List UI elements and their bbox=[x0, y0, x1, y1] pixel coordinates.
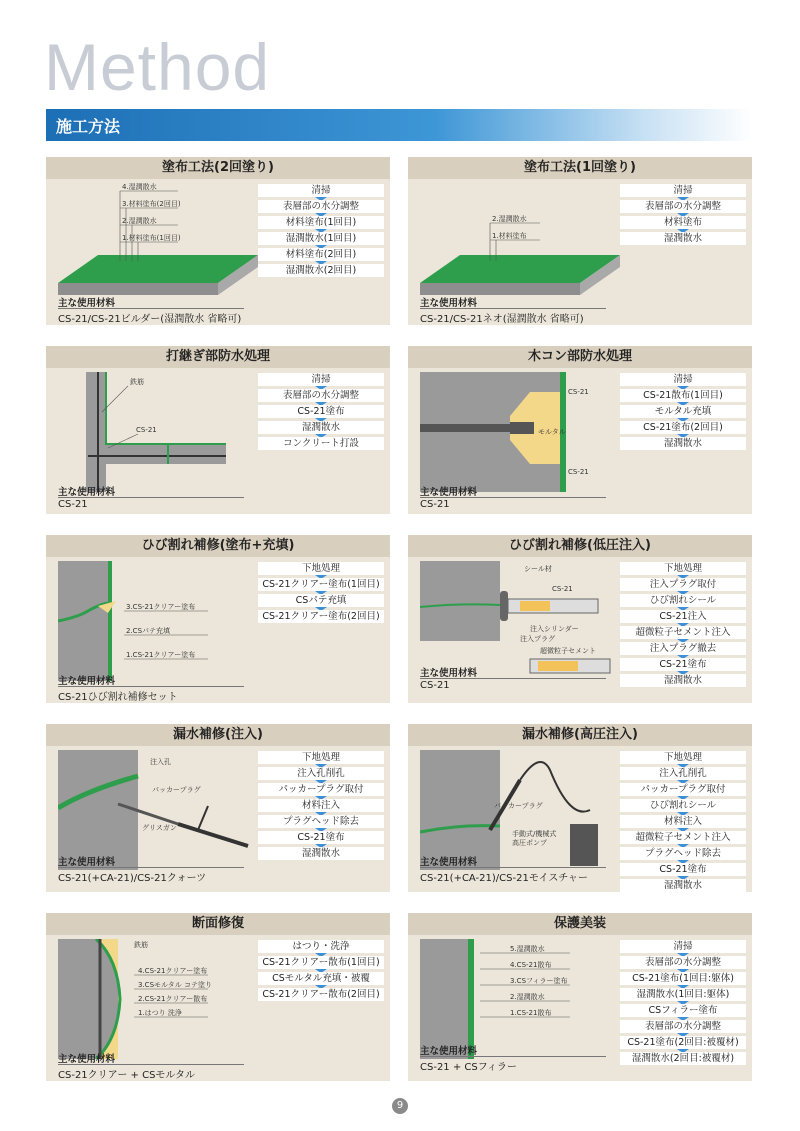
materials-divider bbox=[58, 308, 244, 309]
diagram-label: 3.CSモルタル コテ塗り bbox=[138, 981, 212, 989]
process-step: ひび割れシール bbox=[620, 799, 746, 812]
process-step: 湿潤散水 bbox=[620, 232, 746, 245]
process-step: 注入孔削孔 bbox=[258, 767, 384, 780]
diagram-label: 鉄筋 bbox=[130, 378, 144, 386]
method-diagram bbox=[58, 372, 258, 492]
diagram-label: グリスガン bbox=[142, 824, 177, 832]
panel-title: 断面修復 bbox=[46, 913, 390, 935]
method-diagram bbox=[420, 561, 620, 681]
diagram-label: 2.CSパテ充填 bbox=[126, 627, 171, 635]
process-step: CS-21塗布 bbox=[258, 831, 384, 844]
process-step: 表層部の水分調整 bbox=[620, 956, 746, 969]
process-step: パッカープラグ取付 bbox=[258, 783, 384, 796]
diagram-label: 1.はつり 洗浄 bbox=[138, 1009, 182, 1017]
method-diagram bbox=[58, 939, 258, 1059]
process-step: 下地処理 bbox=[620, 562, 746, 575]
materials-label: 主な使用材料 bbox=[58, 487, 116, 498]
method-panel bbox=[46, 913, 390, 1081]
process-step: 湿潤散水 bbox=[620, 437, 746, 450]
process-step: 注入プラグ撤去 bbox=[620, 642, 746, 655]
process-step: CS-21塗布 bbox=[620, 863, 746, 876]
process-step: 下地処理 bbox=[258, 751, 384, 764]
process-step: 超微粒子セメント注入 bbox=[620, 626, 746, 639]
materials-divider bbox=[420, 1056, 606, 1057]
materials-value: CS-21 bbox=[420, 499, 450, 510]
diagram-label: 5.湿潤散水 bbox=[510, 945, 545, 953]
materials-value: CS-21/CS-21ビルダー(湿潤散水 省略可) bbox=[58, 314, 242, 325]
panel-title: ひび割れ補修(塗布+充填) bbox=[46, 535, 390, 557]
process-step: 清掃 bbox=[258, 184, 384, 197]
process-step: CS-21塗布(2回目) bbox=[620, 421, 746, 434]
process-step: 表層部の水分調整 bbox=[620, 1020, 746, 1033]
diagram-label: モルタル bbox=[538, 428, 566, 436]
process-step: モルタル充填 bbox=[620, 405, 746, 418]
method-panel bbox=[408, 724, 752, 892]
diagram-label: CS-21 bbox=[136, 426, 157, 434]
materials-label: 主な使用材料 bbox=[420, 857, 478, 868]
process-step: 清掃 bbox=[620, 940, 746, 953]
materials-label: 主な使用材料 bbox=[420, 668, 478, 679]
materials-value: CS-21(+CA-21)/CS-21クォーツ bbox=[58, 873, 207, 884]
process-step: CS-21注入 bbox=[620, 610, 746, 623]
process-step: CSパテ充填 bbox=[258, 594, 384, 607]
materials-divider bbox=[420, 308, 606, 309]
panel-title: 塗布工法(1回塗り) bbox=[408, 157, 752, 179]
materials-divider bbox=[420, 867, 606, 868]
diagram-label: 2.湿潤散水 bbox=[122, 217, 157, 225]
method-panel bbox=[46, 346, 390, 514]
process-step: 注入プラグ取付 bbox=[620, 578, 746, 591]
process-step: 清掃 bbox=[258, 373, 384, 386]
process-step: 材料塗布(1回目) bbox=[258, 216, 384, 229]
process-step: 材料塗布 bbox=[620, 216, 746, 229]
materials-divider bbox=[58, 686, 244, 687]
method-diagram bbox=[58, 750, 258, 870]
method-panel bbox=[46, 535, 390, 703]
process-step: はつり・洗浄 bbox=[258, 940, 384, 953]
panel-title: 塗布工法(2回塗り) bbox=[46, 157, 390, 179]
panel-title: 打継ぎ部防水処理 bbox=[46, 346, 390, 368]
method-panel bbox=[408, 913, 752, 1081]
method-panel bbox=[408, 346, 752, 514]
method-panel bbox=[408, 535, 752, 703]
process-step: CS-21塗布(2回目:被覆材) bbox=[620, 1036, 746, 1049]
process-step: CS-21塗布 bbox=[258, 405, 384, 418]
process-steps bbox=[258, 940, 384, 1004]
process-step: 表層部の水分調整 bbox=[620, 200, 746, 213]
materials-value: CS-21 bbox=[420, 680, 450, 691]
process-step: CS-21塗布 bbox=[620, 658, 746, 671]
process-step: CS-21クリアー塗布(1回目) bbox=[258, 578, 384, 591]
process-step: パッカープラグ取付 bbox=[620, 783, 746, 796]
diagram-label: 1.材料塗布 bbox=[492, 232, 527, 240]
materials-divider bbox=[420, 497, 606, 498]
materials-value: CS-21/CS-21ネオ(湿潤散水 省略可) bbox=[420, 314, 584, 325]
process-steps bbox=[620, 751, 746, 895]
process-step: プラグヘッド除去 bbox=[620, 847, 746, 860]
panel-title: 保護美装 bbox=[408, 913, 752, 935]
materials-divider bbox=[58, 1064, 244, 1065]
process-step: CS-21クリアー散布(1回目) bbox=[258, 956, 384, 969]
process-step: 湿潤散水 bbox=[258, 847, 384, 860]
process-step: CSモルタル充填・被覆 bbox=[258, 972, 384, 985]
process-step: 下地処理 bbox=[258, 562, 384, 575]
panel-title: 漏水補修(注入) bbox=[46, 724, 390, 746]
diagram-label: CS-21 bbox=[552, 585, 573, 593]
diagram-label: パッカープラグ bbox=[152, 786, 201, 794]
diagram-label: 手動式/機械式 bbox=[512, 830, 557, 838]
process-steps bbox=[258, 562, 384, 626]
diagram-label: 2.湿潤散水 bbox=[510, 993, 545, 1001]
method-diagram bbox=[420, 372, 620, 492]
process-step: CS-21クリアー散布(2回目) bbox=[258, 988, 384, 1001]
process-step: 清掃 bbox=[620, 184, 746, 197]
diagram-label: 4.CS-21クリアー塗布 bbox=[138, 967, 208, 975]
process-step: ひび割れシール bbox=[620, 594, 746, 607]
diagram-label: 3.CS-21クリアー塗布 bbox=[126, 603, 196, 611]
diagram-label: 超微粒子セメント bbox=[540, 647, 596, 655]
process-step: 下地処理 bbox=[620, 751, 746, 764]
diagram-label: パッカープラグ bbox=[494, 802, 543, 810]
diagram-label: 注入シリンダー bbox=[530, 625, 579, 633]
process-steps bbox=[620, 562, 746, 690]
diagram-label: 2.湿潤散水 bbox=[492, 215, 527, 223]
diagram-label: 1.材料塗布(1回目) bbox=[122, 234, 181, 242]
method-panel bbox=[408, 157, 752, 325]
process-step: 注入孔削孔 bbox=[620, 767, 746, 780]
process-step: 湿潤散水 bbox=[620, 674, 746, 687]
diagram-label: 注入孔 bbox=[150, 758, 171, 766]
materials-divider bbox=[58, 867, 244, 868]
process-steps bbox=[620, 940, 746, 1068]
diagram-label: 4.CS-21散布 bbox=[510, 961, 552, 969]
materials-divider bbox=[58, 497, 244, 498]
process-steps bbox=[620, 373, 746, 453]
process-step: 湿潤散水(2回目) bbox=[258, 264, 384, 277]
process-step: 湿潤散水(1回目) bbox=[258, 232, 384, 245]
diagram-label: 注入プラグ bbox=[520, 635, 555, 643]
materials-label: 主な使用材料 bbox=[58, 298, 116, 309]
diagram-label: 鉄筋 bbox=[134, 941, 148, 949]
method-diagram bbox=[58, 183, 258, 303]
process-step: 表層部の水分調整 bbox=[258, 389, 384, 402]
method-diagram bbox=[58, 561, 258, 681]
diagram-label: シール材 bbox=[524, 565, 552, 573]
materials-value: CS-21 bbox=[58, 499, 88, 510]
materials-label: 主な使用材料 bbox=[58, 676, 116, 687]
page-number: 9 bbox=[392, 1098, 408, 1114]
diagram-label: 4.湿潤散水 bbox=[122, 183, 157, 191]
process-step: CS-21散布(1回目) bbox=[620, 389, 746, 402]
panel-title: 木コン部防水処理 bbox=[408, 346, 752, 368]
method-diagram bbox=[420, 750, 620, 870]
materials-value: CS-21 + CSフィラー bbox=[420, 1062, 517, 1073]
process-step: CSフィラー塗布 bbox=[620, 1004, 746, 1017]
materials-label: 主な使用材料 bbox=[420, 298, 478, 309]
diagram-label: 1.CS-21クリアー塗布 bbox=[126, 651, 196, 659]
panel-title: 漏水補修(高圧注入) bbox=[408, 724, 752, 746]
process-steps bbox=[258, 373, 384, 453]
materials-value: CS-21クリアー + CSモルタル bbox=[58, 1070, 196, 1081]
process-step: 湿潤散水(2回目:被覆材) bbox=[620, 1052, 746, 1065]
diagram-label: 3.CSフィラー塗布 bbox=[510, 977, 568, 985]
process-step: 湿潤散水 bbox=[620, 879, 746, 892]
materials-value: CS-21ひび割れ補修セット bbox=[58, 692, 178, 703]
process-step: 材料注入 bbox=[620, 815, 746, 828]
materials-label: 主な使用材料 bbox=[420, 1046, 478, 1057]
section-bar bbox=[46, 109, 752, 141]
process-step: 材料注入 bbox=[258, 799, 384, 812]
method-diagram bbox=[420, 939, 620, 1059]
materials-label: 主な使用材料 bbox=[420, 487, 478, 498]
materials-label: 主な使用材料 bbox=[58, 1054, 116, 1065]
diagram-label: CS-21 bbox=[568, 468, 589, 476]
materials-value: CS-21(+CA-21)/CS-21モイスチャー bbox=[420, 873, 588, 884]
section-title: 施工方法 bbox=[56, 117, 121, 136]
method-diagram bbox=[420, 183, 620, 303]
process-step: プラグヘッド除去 bbox=[258, 815, 384, 828]
process-step: 湿潤散水 bbox=[258, 421, 384, 434]
diagram-label: 3.材料塗布(2回目) bbox=[122, 200, 181, 208]
process-steps bbox=[258, 751, 384, 863]
diagram-label: 高圧ポンプ bbox=[512, 839, 547, 847]
process-steps bbox=[258, 184, 384, 280]
process-step: 超微粒子セメント注入 bbox=[620, 831, 746, 844]
method-panel bbox=[46, 157, 390, 325]
process-step: 表層部の水分調整 bbox=[258, 200, 384, 213]
process-step: コンクリート打設 bbox=[258, 437, 384, 450]
diagram-label: 2.CS-21クリアー散布 bbox=[138, 995, 208, 1003]
method-panel bbox=[46, 724, 390, 892]
process-step: CS-21クリアー塗布(2回目) bbox=[258, 610, 384, 623]
process-step: CS-21塗布(1回目:躯体) bbox=[620, 972, 746, 985]
process-step: 材料塗布(2回目) bbox=[258, 248, 384, 261]
diagram-label: 1.CS-21散布 bbox=[510, 1009, 552, 1017]
process-steps bbox=[620, 184, 746, 248]
process-step: 湿潤散水(1回目:躯体) bbox=[620, 988, 746, 1001]
hero-title: Method bbox=[44, 30, 271, 104]
panel-title: ひび割れ補修(低圧注入) bbox=[408, 535, 752, 557]
process-step: 清掃 bbox=[620, 373, 746, 386]
diagram-label: CS-21 bbox=[568, 388, 589, 396]
materials-label: 主な使用材料 bbox=[58, 857, 116, 868]
materials-divider bbox=[420, 678, 606, 679]
